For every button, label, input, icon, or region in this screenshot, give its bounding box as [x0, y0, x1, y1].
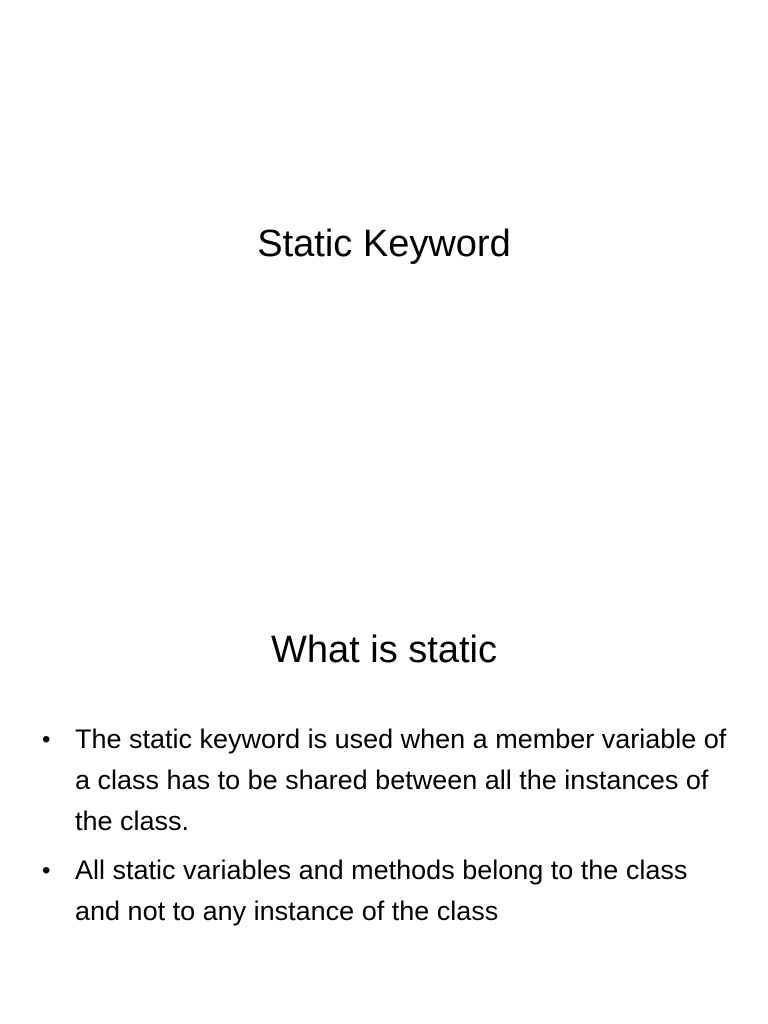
- bullet-text-2: All static variables and methods belong to the class and not to any instance of the class: [75, 855, 688, 926]
- slide-content: [0, 512, 768, 1024]
- bullet-text-1: The static keyword is used when a member variable of a class has to be shared between all the instances of the class.: [75, 724, 727, 836]
- bullet-icon: •: [42, 857, 51, 884]
- slide-2-title: What is static: [271, 629, 497, 671]
- bullet-item-1: [40, 719, 730, 842]
- slide-1-title: Static Keyword: [257, 223, 511, 265]
- bullet-list: [40, 719, 730, 940]
- bullet-icon: •: [42, 726, 51, 753]
- bullet-item-2: [40, 850, 730, 932]
